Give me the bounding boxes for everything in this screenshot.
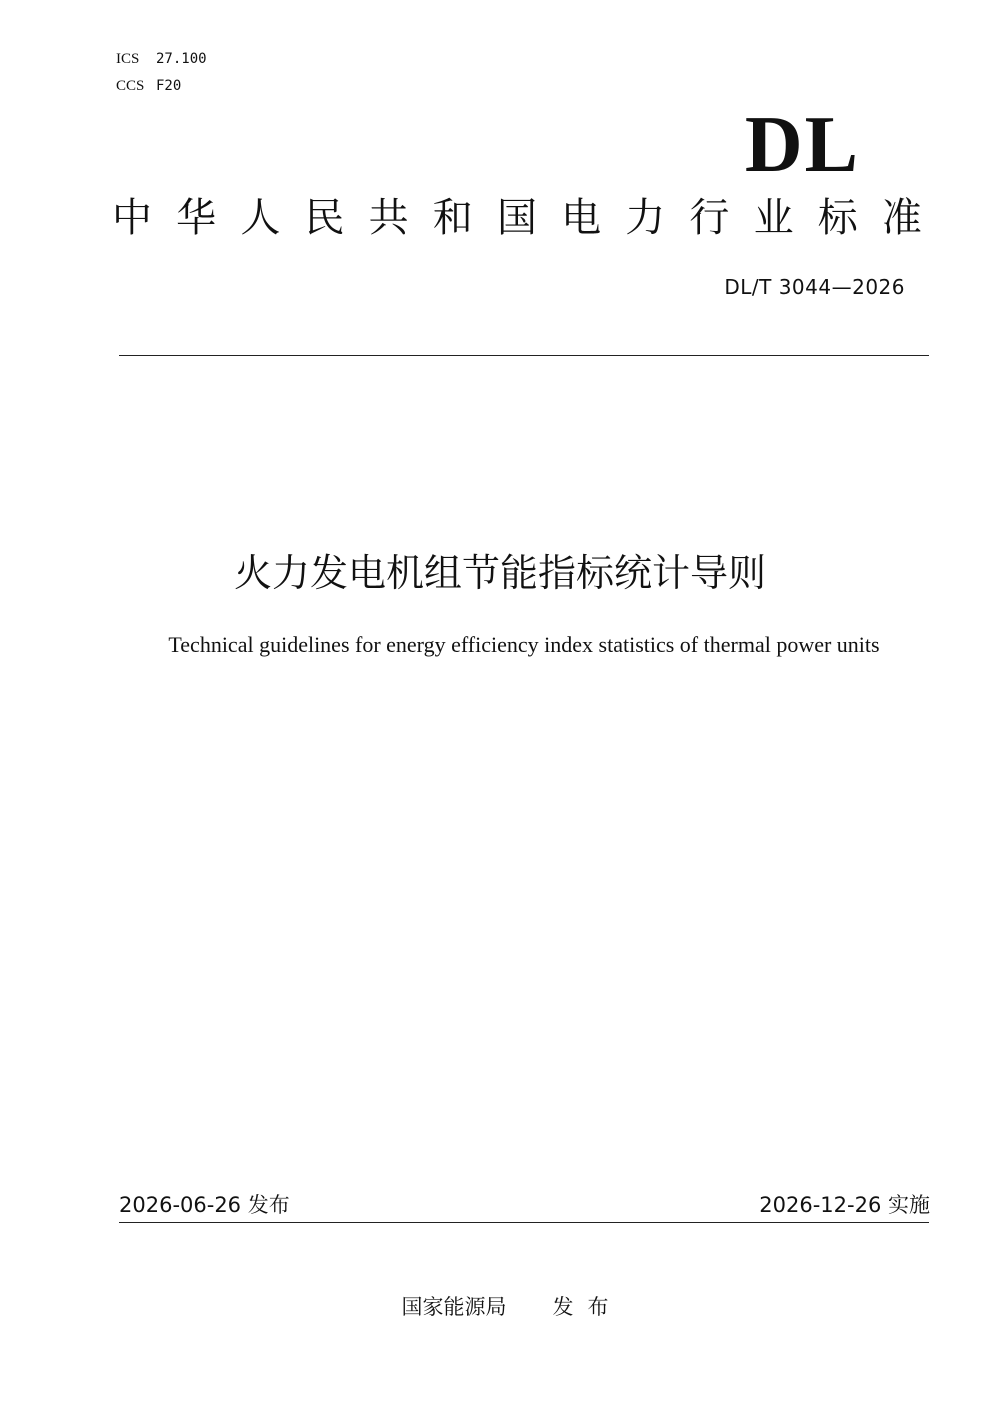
ccs-code-row (116, 76, 181, 95)
dl-logo: DL (744, 101, 860, 189)
ccs-value: F20 (156, 78, 182, 94)
industry-title-char: 华 (176, 195, 217, 241)
industry-title-char: 电 (561, 195, 602, 241)
industry-title-char: 业 (753, 195, 794, 241)
ics-value: 27.100 (156, 51, 207, 67)
industry-title-char: 共 (368, 195, 409, 241)
industry-title-char: 准 (881, 195, 922, 241)
document-title-english: Technical guidelines for energy efficiency index statistics of thermal power units (168, 632, 880, 657)
industry-title-char: 和 (432, 195, 473, 241)
issuer-line (0, 1292, 1000, 1322)
industry-title-char: 中 (112, 195, 152, 241)
industry-title-char: 行 (689, 195, 730, 241)
ics-label: ICS (116, 51, 140, 67)
ccs-label: CCS (116, 78, 145, 94)
document-title-chinese: 火力发电机组节能指标统计导则 (233, 551, 766, 595)
industry-title-char: 国 (496, 195, 537, 241)
industry-title-char: 力 (625, 195, 666, 241)
issuer-name: 国家能源局 (401, 1295, 507, 1319)
industry-title-char: 民 (304, 195, 345, 241)
industry-standard-title (112, 192, 922, 244)
top-divider (119, 355, 929, 356)
industry-title-char: 人 (240, 195, 281, 241)
issue-date: 2026-06-26 发布 (119, 1193, 290, 1217)
ics-code-row (116, 49, 207, 68)
industry-title-char: 标 (817, 195, 858, 241)
bottom-divider (119, 1222, 929, 1223)
issuer-action: 发布 (552, 1295, 623, 1319)
effective-date: 2026-12-26 实施 (759, 1193, 930, 1217)
standard-number: DL/T 3044—2026 (724, 275, 905, 299)
